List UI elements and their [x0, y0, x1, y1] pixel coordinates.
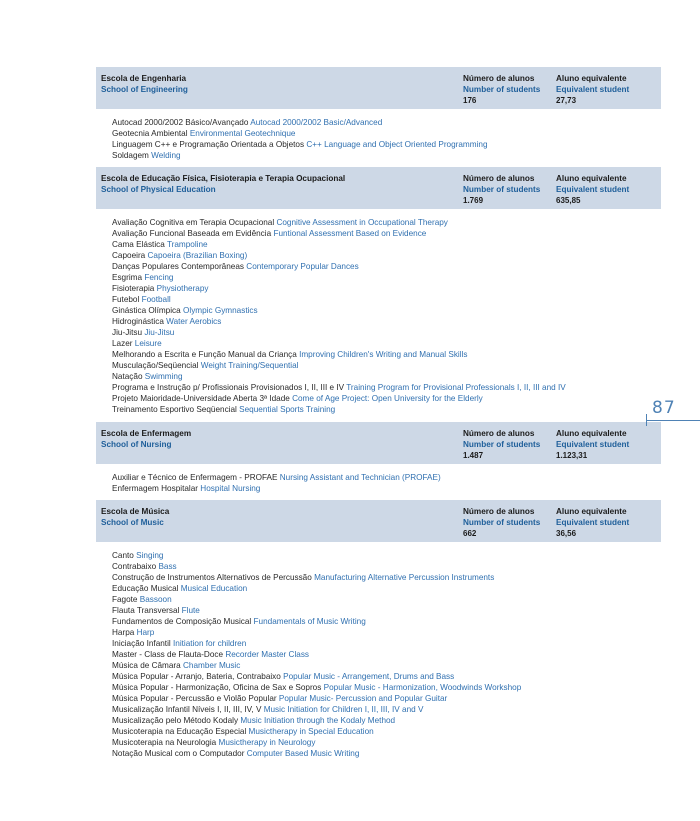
course-item — [112, 117, 677, 128]
course-pt: Jiu-Jitsu — [112, 328, 145, 337]
course-en: Musictherapy in Special Education — [248, 727, 374, 736]
students-label-pt: Número de alunos — [463, 74, 535, 83]
students-label-en: Number of students — [463, 518, 541, 527]
course-en: Olympic Gymnastics — [183, 306, 258, 315]
course-en: Nursing Assistant and Technician (PROFAE) — [279, 473, 441, 482]
course-pt: Soldagem — [112, 151, 149, 160]
course-item — [112, 371, 677, 382]
students-value: 1.769 — [463, 196, 484, 205]
course-item — [112, 715, 677, 726]
course-en: Sequential Sports Training — [239, 405, 336, 414]
school-name-en: School of Nursing — [101, 440, 172, 449]
course-en: Popular Music - Arrangement, Drums and Bass — [283, 672, 455, 681]
course-pt: Avaliação Cognitiva em Terapia Ocupacional — [112, 218, 275, 227]
course-en: Manufacturing Alternative Percussion Instruments — [314, 573, 495, 582]
students-label-pt: Número de alunos — [463, 174, 535, 183]
course-en: Fencing — [144, 273, 174, 282]
course-en: Autocad 2000/2002 Basic/Advanced — [250, 118, 383, 127]
course-item — [112, 649, 677, 660]
course-pt: Cama Elástica — [112, 240, 165, 249]
course-item — [112, 472, 677, 483]
school-name-pt: Escola de Engenharia — [101, 74, 187, 83]
course-pt: Educação Musical — [112, 584, 179, 593]
course-item — [112, 682, 677, 693]
section-engineering — [96, 67, 661, 160]
course-pt: Enfermagem Hospitalar — [112, 484, 199, 493]
page-number-rule — [646, 420, 700, 421]
equivalent-label-pt: Aluno equivalente — [556, 507, 627, 516]
course-list — [112, 117, 677, 161]
course-item — [112, 239, 677, 250]
course-item — [112, 316, 677, 327]
course-pt: Lazer — [112, 339, 133, 348]
school-name-en: School of Engineering — [101, 85, 188, 94]
course-en: Weight Training/Sequential — [200, 361, 299, 370]
students-label-en: Number of students — [463, 185, 541, 194]
course-en: Music Initiation for Children I, II, III, IV and V — [263, 705, 424, 714]
course-en: Environmental Geotechnique — [189, 129, 296, 138]
equivalent-stat — [556, 428, 629, 461]
course-list — [112, 550, 677, 759]
course-pt: Musicoterapia na Educação Especial — [112, 727, 247, 736]
course-item — [112, 572, 677, 583]
equivalent-stat — [556, 173, 629, 206]
course-pt: Danças Populares Contemporâneas — [112, 262, 244, 271]
course-item — [112, 228, 677, 239]
course-pt: Flauta Transversal — [112, 606, 180, 615]
course-pt: Iniciação Infantil — [112, 639, 171, 648]
course-en: Harp — [136, 628, 155, 637]
course-pt: Capoeira — [112, 251, 146, 260]
course-en: Funtional Assessment Based on Evidence — [273, 229, 427, 238]
course-item — [112, 483, 677, 494]
students-label-pt: Número de alunos — [463, 429, 535, 438]
course-pt: Música Popular - Percussão e Violão Popular — [112, 694, 277, 703]
course-item — [112, 338, 677, 349]
course-item — [112, 737, 677, 748]
course-item — [112, 693, 677, 704]
course-item — [112, 294, 677, 305]
course-pt: Musicalização pelo Método Kodaly — [112, 716, 239, 725]
course-item — [112, 616, 677, 627]
course-pt: Musicoterapia na Neurologia — [112, 738, 217, 747]
course-item — [112, 139, 677, 150]
course-pt: Música Popular - Harmonização, Oficina de Sax e Sopros — [112, 683, 322, 692]
section-header — [96, 167, 661, 209]
page-number: 87 — [652, 398, 676, 418]
equivalent-stat — [556, 506, 629, 539]
course-pt: Notação Musical com o Computador — [112, 749, 245, 758]
course-item — [112, 272, 677, 283]
course-pt: Fundamentos de Composição Musical — [112, 617, 252, 626]
course-item — [112, 726, 677, 737]
course-pt: Musicalização Infantil Níveis I, II, III, IV, V — [112, 705, 262, 714]
course-en: Improving Children's Writing and Manual Skills — [299, 350, 468, 359]
equivalent-label-pt: Aluno equivalente — [556, 429, 627, 438]
course-pt: Auxiliar e Técnico de Enfermagem - PROFAE — [112, 473, 278, 482]
course-pt: Fisioterapia — [112, 284, 157, 293]
section-physical-education — [96, 167, 661, 414]
school-name — [101, 73, 188, 95]
equivalent-label-en: Equivalent student — [556, 185, 630, 194]
students-stat — [463, 173, 540, 206]
equivalent-value: 36,56 — [556, 529, 577, 538]
course-en: Singing — [136, 551, 164, 560]
course-en: Football — [141, 295, 171, 304]
course-en: Flute — [181, 606, 200, 615]
students-label-pt: Número de alunos — [463, 507, 535, 516]
course-pt: Projeto Maioridade-Universidade Aberta 3ª Idade — [112, 394, 290, 403]
course-en: Computer Based Music Writing — [246, 749, 360, 758]
course-pt: Futebol — [112, 295, 142, 304]
course-pt: Canto — [112, 551, 134, 560]
course-en: Water Aerobics — [166, 317, 222, 326]
course-pt: Autocad 2000/2002 Básico/Avançado — [112, 118, 249, 127]
course-pt: Avaliação Funcional Baseada em Evidência — [112, 229, 272, 238]
course-item — [112, 594, 677, 605]
course-item — [112, 704, 677, 715]
course-en: Popular Music- Percussion and Popular Guitar — [278, 694, 448, 703]
course-item — [112, 583, 677, 594]
course-en: Physiotherapy — [156, 284, 209, 293]
course-pt: Programa e Instrução p/ Profissionais Provisionados I, II, III e IV — [112, 383, 345, 392]
course-en: Fundamentals of Music Writing — [253, 617, 366, 626]
equivalent-label-pt: Aluno equivalente — [556, 174, 627, 183]
equivalent-label-en: Equivalent student — [556, 85, 630, 94]
course-item — [112, 261, 677, 272]
school-name-pt: Escola de Educação Física, Fisioterapia e Terapia Ocupacional — [101, 174, 346, 183]
course-item — [112, 382, 677, 393]
school-name-pt: Escola de Enfermagem — [101, 429, 192, 438]
page-number-tick — [646, 414, 647, 426]
course-pt: Contrabaixo — [112, 562, 157, 571]
school-name-en: School of Physical Education — [101, 185, 216, 194]
students-stat — [463, 506, 540, 539]
course-en: Bass — [158, 562, 177, 571]
school-name-en: School of Music — [101, 518, 164, 527]
course-item — [112, 660, 677, 671]
course-list — [112, 217, 677, 415]
course-item — [112, 748, 677, 759]
course-pt: Harpa — [112, 628, 135, 637]
section-nursing — [96, 422, 661, 493]
course-list — [112, 472, 677, 494]
course-en: C++ Language and Object Oriented Programming — [306, 140, 488, 149]
equivalent-stat — [556, 73, 629, 106]
course-item — [112, 128, 677, 139]
course-item — [112, 605, 677, 616]
equivalent-label-pt: Aluno equivalente — [556, 74, 627, 83]
students-value: 662 — [463, 529, 477, 538]
course-en: Swimming — [144, 372, 183, 381]
course-item — [112, 404, 677, 415]
course-item — [112, 393, 677, 404]
course-pt: Geotecnia Ambiental — [112, 129, 188, 138]
course-en: Jiu-Jitsu — [144, 328, 175, 337]
course-item — [112, 360, 677, 371]
course-en: Initiation for children — [173, 639, 247, 648]
students-label-en: Number of students — [463, 85, 541, 94]
course-pt: Musculação/Seqüencial — [112, 361, 199, 370]
school-name — [101, 173, 345, 195]
school-name — [101, 506, 169, 528]
course-en: Welding — [151, 151, 181, 160]
equivalent-label-en: Equivalent student — [556, 440, 630, 449]
course-pt: Natação — [112, 372, 143, 381]
equivalent-value: 635,85 — [556, 196, 581, 205]
section-header — [96, 500, 661, 542]
course-en: Recorder Master Class — [225, 650, 310, 659]
section-header — [96, 67, 661, 109]
students-label-en: Number of students — [463, 440, 541, 449]
course-item — [112, 305, 677, 316]
course-en: Come of Age Project: Open University for the Elderly — [292, 394, 483, 403]
course-en: Musictherapy in Neurology — [218, 738, 316, 747]
course-item — [112, 150, 677, 161]
school-name-pt: Escola de Música — [101, 507, 170, 516]
course-en: Hospital Nursing — [200, 484, 261, 493]
course-en: Capoeira (Brazilian Boxing) — [147, 251, 248, 260]
equivalent-label-en: Equivalent student — [556, 518, 630, 527]
course-pt: Música Popular - Arranjo, Bateria, Contrabaixo — [112, 672, 281, 681]
course-pt: Música de Câmara — [112, 661, 181, 670]
course-pt: Esgrima — [112, 273, 143, 282]
course-en: Popular Music - Harmonization, Woodwinds Workshop — [323, 683, 522, 692]
course-pt: Melhorando a Escrita e Função Manual da Criança — [112, 350, 297, 359]
course-en: Training Program for Provisional Professionals I, II, III and IV — [346, 383, 566, 392]
course-item — [112, 550, 677, 561]
students-stat — [463, 73, 540, 106]
section-header — [96, 422, 661, 464]
students-stat — [463, 428, 540, 461]
course-pt: Hidroginástica — [112, 317, 167, 326]
course-en: Bassoon — [139, 595, 172, 604]
course-pt: Ginástica Olímpica — [112, 306, 181, 315]
course-item — [112, 638, 677, 649]
course-en: Cognitive Assessment in Occupational Therapy — [276, 218, 448, 227]
course-item — [112, 327, 677, 338]
course-item — [112, 250, 677, 261]
course-item — [112, 349, 677, 360]
course-item — [112, 283, 677, 294]
course-en: Leisure — [134, 339, 162, 348]
course-pt: Linguagem C++ e Programação Orientada a Objetos — [112, 140, 305, 149]
course-en: Trampoline — [166, 240, 208, 249]
course-item — [112, 671, 677, 682]
course-item — [112, 561, 677, 572]
course-en: Musical Education — [180, 584, 248, 593]
students-value: 176 — [463, 96, 477, 105]
course-en: Contemporary Popular Dances — [246, 262, 359, 271]
school-name — [101, 428, 191, 450]
equivalent-value: 1.123,31 — [556, 451, 588, 460]
course-pt: Construção de Instrumentos Alternativos de Percussão — [112, 573, 312, 582]
course-item — [112, 217, 677, 228]
course-en: Chamber Music — [183, 661, 241, 670]
course-en: Music Initiation through the Kodaly Method — [240, 716, 396, 725]
course-item — [112, 627, 677, 638]
section-music — [96, 500, 661, 758]
students-value: 1.487 — [463, 451, 484, 460]
course-pt: Master - Class de Flauta-Doce — [112, 650, 224, 659]
course-pt: Fagote — [112, 595, 138, 604]
course-pt: Treinamento Esportivo Seqüencial — [112, 405, 237, 414]
equivalent-value: 27,73 — [556, 96, 577, 105]
